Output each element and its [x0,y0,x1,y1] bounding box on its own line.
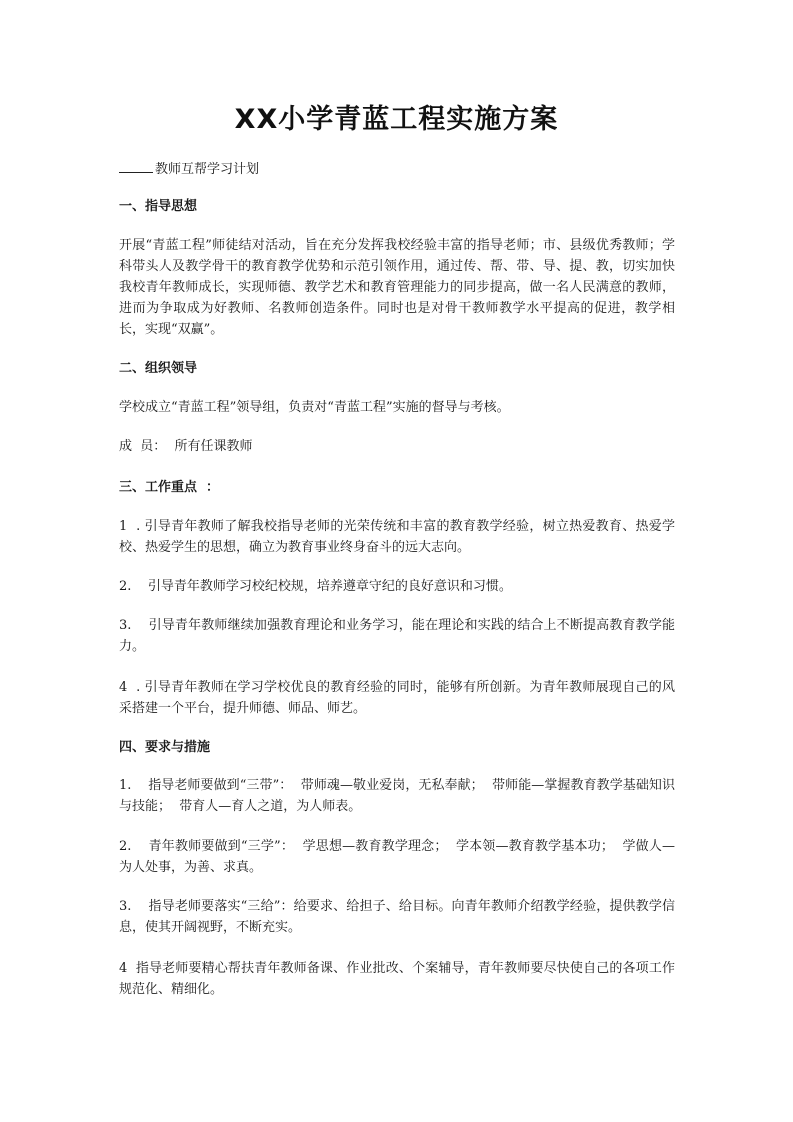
requirement-item: 1. 指导老师要做到“三带”： 带师魂—敬业爱岗，无私奉献； 带师能—掌握教育教学基础知识与技能； 带育人—育人之道，为人师表。 [119,778,675,814]
members-line: 成 员： 所有任课教师 [119,439,253,454]
document-subtitle [119,158,675,180]
organization-paragraph: 学校成立“青蓝工程”领导组，负责对“青蓝工程”实施的督导与考核。 [119,400,510,415]
document-title: XX小学青蓝工程实施方案 [234,104,559,135]
section-heading-organization: 二、组织领导 [119,361,198,376]
requirement-item: 2. 青年教师要做到“三学”： 学思想—教育教学理念； 学本领—教育教学基本功； 学做人—为人处事，为善、求真。 [119,839,675,875]
key-work-item: 2. 引导青年教师学习校纪校规，培养遵章守纪的良好意识和习惯。 [119,579,512,594]
requirement-item: 4 指导老师要精心帮扶青年教师备课、作业批改、个案辅导，青年教师要尽快使自己的各项工作规范化、精细化。 [119,961,675,997]
section-heading-requirements: 四、要求与措施 [119,740,211,755]
key-work-item: 3. 引导青年教师继续加强教育理论和业务学习，能在理论和实践的结合上不断提高教育教学能力。 [119,618,675,654]
key-work-item: 1 . 引导青年教师了解我校指导老师的光荣传统和丰富的教育教学经验，树立热爱教育、热爱学校、热爱学生的思想，确立为教育事业终身奋斗的远大志向。 [119,519,675,555]
section-heading-key-work: 三、工作重点 ： [119,480,220,495]
fill-in-blank [119,158,153,173]
key-work-item: 4 . 引导青年教师在学习学校优良的教育经验的同时，能够有所创新。为青年教师展现自己的风采搭建一个平台，提升师德、师品、师艺。 [119,680,675,716]
section-paragraph-guiding-idea: 开展“青蓝工程”师徒结对活动，旨在充分发挥我校经验丰富的指导老师；市、县级优秀教师；学科带头人及教学骨干的教育教学优势和示范引领作用，通过传、帮、带、导、提、教，切实加快我校青年教师成长，实现师德、教学艺术和教育管理能力的同步提高，做一名人民满意的教师，进而为争取成为好教师、名教师创造条件。同时也是对骨干教师教学水平提高的促进，教学相长，实现“双赢”。 [119,238,675,337]
section-heading-guiding-idea: 一、指导思想 [119,199,198,214]
subtitle-text: 教师互帮学习计划 [155,162,260,177]
requirement-item: 3. 指导老师要落实“三给”：给要求、给担子、给目标。向青年教师介绍教学经验，提供教学信息，使其开阔视野，不断充实。 [119,899,675,935]
